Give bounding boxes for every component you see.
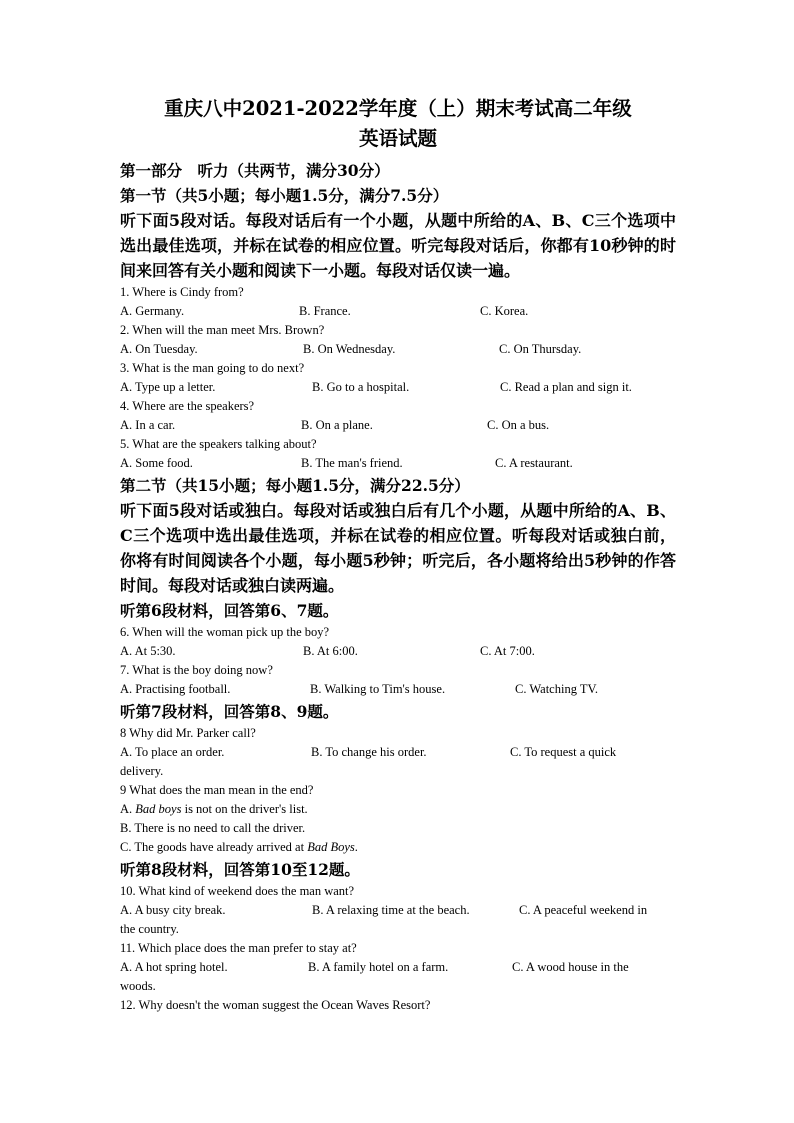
option-b: B. On Wednesday.: [303, 342, 396, 356]
option-c: C. Read a plan and sign it.: [500, 380, 632, 394]
question-4: 4. Where are the speakers?: [120, 399, 255, 413]
question-1-options: [120, 302, 676, 321]
section1-heading: 第一节（共5小题；每小题1.5分，满分7.5分）: [120, 186, 449, 205]
question-10: 10. What kind of weekend does the man want?: [120, 884, 355, 898]
question-3-options: [120, 378, 676, 397]
option-b: B. A family hotel on a farm.: [308, 960, 449, 974]
question-5: 5. What are the speakers talking about?: [120, 437, 317, 451]
option-b: B. Walking to Tim's house.: [310, 682, 446, 696]
option-a: A. On Tuesday.: [120, 342, 198, 356]
option-c: C. A peaceful weekend in: [519, 903, 648, 917]
option-c-suffix: .: [354, 840, 358, 854]
option-b: B. On a plane.: [301, 418, 373, 432]
material-7-heading: 听第7段材料，回答第8、9题。: [120, 702, 339, 721]
option-c: C. A wood house in the: [512, 960, 629, 974]
option-b: B. A relaxing time at the beach.: [312, 903, 470, 917]
exam-title: 重庆八中2021-2022学年度（上）期末考试高二年级: [164, 97, 632, 120]
question-10-options: [120, 901, 676, 920]
question-2-options: [120, 340, 676, 359]
question-6: 6. When will the woman pick up the boy?: [120, 625, 330, 639]
option-a: A. In a car.: [120, 418, 176, 432]
material-6-heading: 听第6段材料，回答第6、7题。: [120, 601, 339, 620]
material-8-heading: 听第8段材料，回答第10至12题。: [120, 860, 360, 879]
option-c: C. Watching TV.: [515, 682, 599, 696]
option-c: C. To request a quick: [510, 745, 617, 759]
section2-instruction: 听下面5段对话或独白。每段对话或独白后有几个小题，从题中所给的A、B、C三个选项中选出最佳选项，并标在试卷的相应位置。听每段对话或独白前，你将有时间阅读各个小题，每小题5秒钟；听完后，各小题将给出5秒钟的作答时间。每段对话或独白读两遍。: [120, 501, 676, 595]
question-9: 9 What does the man mean in the end?: [120, 783, 314, 797]
option-c-continued: woods.: [120, 979, 156, 993]
part1-heading: 第一部分 听力（共两节，满分30分）: [120, 161, 390, 180]
option-b: B. At 6:00.: [303, 644, 358, 658]
question-2: 2. When will the man meet Mrs. Brown?: [120, 323, 325, 337]
question-11-options: [120, 958, 676, 977]
option-a: A. A busy city break.: [120, 903, 226, 917]
option-a-prefix: A.: [120, 802, 136, 816]
option-a-italic: Bad boys: [135, 802, 182, 816]
question-7: 7. What is the boy doing now?: [120, 663, 273, 677]
question-6-options: [120, 642, 676, 661]
option-a: A. At 5:30.: [120, 644, 176, 658]
option-a: A. Some food.: [120, 456, 193, 470]
option-c: C. At 7:00.: [480, 644, 535, 658]
question-5-options: [120, 454, 676, 473]
option-b: B. To change his order.: [311, 745, 427, 759]
option-a: [120, 800, 676, 819]
option-c-italic: Bad Boys: [307, 840, 355, 854]
question-11: 11. Which place does the man prefer to stay at?: [120, 941, 357, 955]
option-b: B. Go to a hospital.: [312, 380, 410, 394]
question-1: 1. Where is Cindy from?: [120, 285, 244, 299]
option-b: B. There is no need to call the driver.: [120, 821, 306, 835]
option-a: A. Practising football.: [120, 682, 231, 696]
option-a: A. A hot spring hotel.: [120, 960, 228, 974]
question-3: 3. What is the man going to do next?: [120, 361, 305, 375]
option-b: B. The man's friend.: [301, 456, 403, 470]
option-c-continued: delivery.: [120, 764, 164, 778]
question-12: 12. Why doesn't the woman suggest the Ocean Waves Resort?: [120, 998, 431, 1012]
option-c-prefix: C. The goods have already arrived at: [120, 840, 308, 854]
option-c: C. On Thursday.: [499, 342, 582, 356]
exam-subtitle: 英语试题: [358, 127, 437, 150]
exam-page: [120, 96, 676, 1015]
option-c: C. On a bus.: [487, 418, 550, 432]
section1-instruction: 听下面5段对话。每段对话后有一个小题，从题中所给的A、B、C三个选项中选出最佳选项，并标在试卷的相应位置。听完每段对话后，你都有10秒钟的时间来回答有关小题和阅读下一小题。每段对话仅读一遍。: [120, 211, 676, 280]
question-4-options: [120, 416, 676, 435]
option-a: A. Germany.: [120, 304, 185, 318]
question-8: 8 Why did Mr. Parker call?: [120, 726, 256, 740]
option-c-continued: the country.: [120, 922, 179, 936]
section2-heading: 第二节（共15小题；每小题1.5分，满分22.5分）: [120, 476, 470, 495]
option-a: A. Type up a letter.: [120, 380, 216, 394]
option-a-suffix: is not on the driver's list.: [181, 802, 308, 816]
question-8-options: [120, 743, 676, 762]
option-c: C. A restaurant.: [495, 456, 573, 470]
option-c: [120, 838, 676, 857]
option-c: C. Korea.: [480, 304, 529, 318]
option-b: B. France.: [299, 304, 351, 318]
question-7-options: [120, 680, 676, 699]
option-a: A. To place an order.: [120, 745, 225, 759]
